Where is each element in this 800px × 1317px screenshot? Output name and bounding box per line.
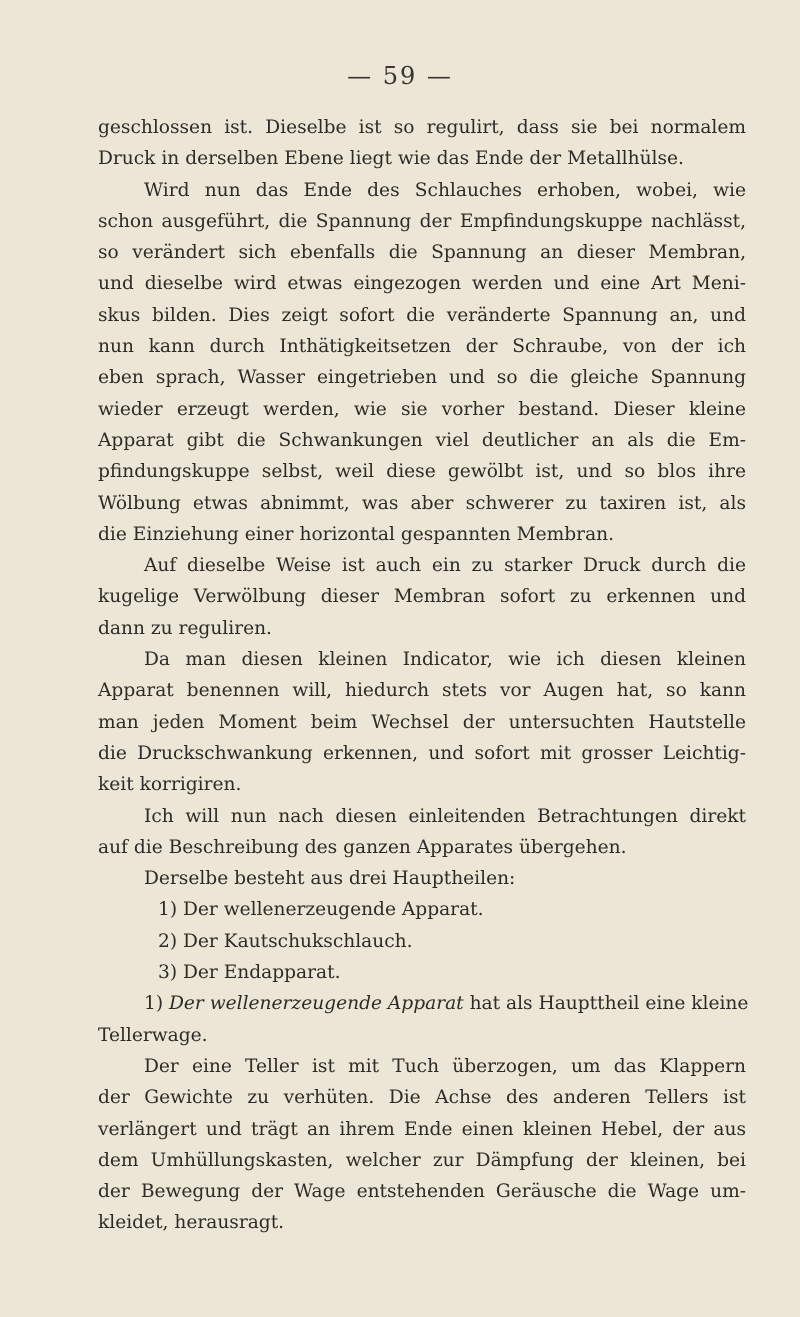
text-line: so verändert sich ebenfalls die Spannung an dieser Membran, <box>98 242 746 264</box>
text-line: dem Umhüllungskasten, welcher zur Dämpfung der kleinen, bei <box>98 1149 746 1171</box>
text-line: auf die Beschreibung des ganzen Apparates übergehen. <box>98 836 627 858</box>
text-line: 3) Der Endapparat. <box>158 962 341 984</box>
text-line: Wölbung etwas abnimmt, was aber schwerer zu taxiren ist, als <box>98 492 746 514</box>
text-line: kleidet, herausragt. <box>98 1212 285 1234</box>
text-line: eben sprach, Wasser eingetrieben und so die gleiche Spannung <box>98 367 746 389</box>
text-line: skus bilden. Dies zeigt sofort die veränderte Spannung an, und <box>98 304 746 326</box>
text-line: nun kann durch Inthätigkeitsetzen der Schraube, von der ich <box>98 336 746 358</box>
text-line: 1) Der wellenerzeugende Apparat. <box>158 899 484 921</box>
text-line: Der eine Teller ist mit Tuch überzogen, um das Klappern <box>144 1055 746 1077</box>
section-heading-line <box>98 988 749 1019</box>
text-line: man jeden Moment beim Wechsel der untersuchten Hautstelle <box>98 711 746 733</box>
section-number: 1) <box>144 993 164 1015</box>
text-lines-after <box>98 1020 746 1239</box>
text-line: Wird nun das Ende des Schlauches erhoben, wobei, wie <box>144 179 746 201</box>
text-line: die Einziehung einer horizontal gespannten Membran. <box>98 523 615 545</box>
section-title: Der wellenerzeugende Apparat <box>169 993 464 1015</box>
text-lines-before <box>98 112 746 988</box>
page-number: — 59 — <box>347 62 453 90</box>
text-line: der Bewegung der Wage entstehenden Geräusche die Wage um- <box>98 1181 746 1203</box>
text-line: und dieselbe wird etwas eingezogen werden und eine Art Meni- <box>98 273 746 295</box>
text-line: schon ausgeführt, die Spannung der Empfindungskuppe nachlässt, <box>98 210 746 232</box>
text-line: die Druckschwankung erkennen, und sofort mit grosser Leichtig- <box>98 742 746 764</box>
body-text <box>98 112 749 1239</box>
section-rest: hat als Haupttheil eine kleine <box>469 993 749 1015</box>
text-line: der Gewichte zu verhüten. Die Achse des anderen Tellers ist <box>98 1087 746 1109</box>
text-line: Tellerwage. <box>98 1024 208 1046</box>
text-line: Derselbe besteht aus drei Hauptheilen: <box>144 868 516 890</box>
text-line: verlängert und trägt an ihrem Ende einen kleinen Hebel, der aus <box>98 1118 746 1140</box>
text-line: pfindungskuppe selbst, weil diese gewölbt ist, und so blos ihre <box>98 461 746 483</box>
text-line: Apparat gibt die Schwankungen viel deutlicher an als die Em- <box>98 429 746 451</box>
text-line: wieder erzeugt werden, wie sie vorher bestand. Dieser kleine <box>98 398 746 420</box>
text-line: Auf dieselbe Weise ist auch ein zu starker Druck durch die <box>144 555 746 577</box>
text-line: 2) Der Kautschukschlauch. <box>158 930 413 952</box>
text-line: keit korrigiren. <box>98 774 242 796</box>
text-line: kugelige Verwölbung dieser Membran sofort zu erkennen und <box>98 586 746 608</box>
text-line: Druck in derselben Ebene liegt wie das Ende der Metallhülse. <box>98 148 684 170</box>
text-line: dann zu reguliren. <box>98 617 272 639</box>
text-line: Ich will nun nach diesen einleitenden Betrachtungen direkt <box>144 805 746 827</box>
text-line: Da man diesen kleinen Indicator, wie ich diesen kleinen <box>144 649 746 671</box>
text-line: geschlossen ist. Dieselbe ist so regulirt, dass sie bei normalem <box>98 117 746 138</box>
text-line: Apparat benennen will, hiedurch stets vor Augen hat, so kann <box>98 680 746 702</box>
